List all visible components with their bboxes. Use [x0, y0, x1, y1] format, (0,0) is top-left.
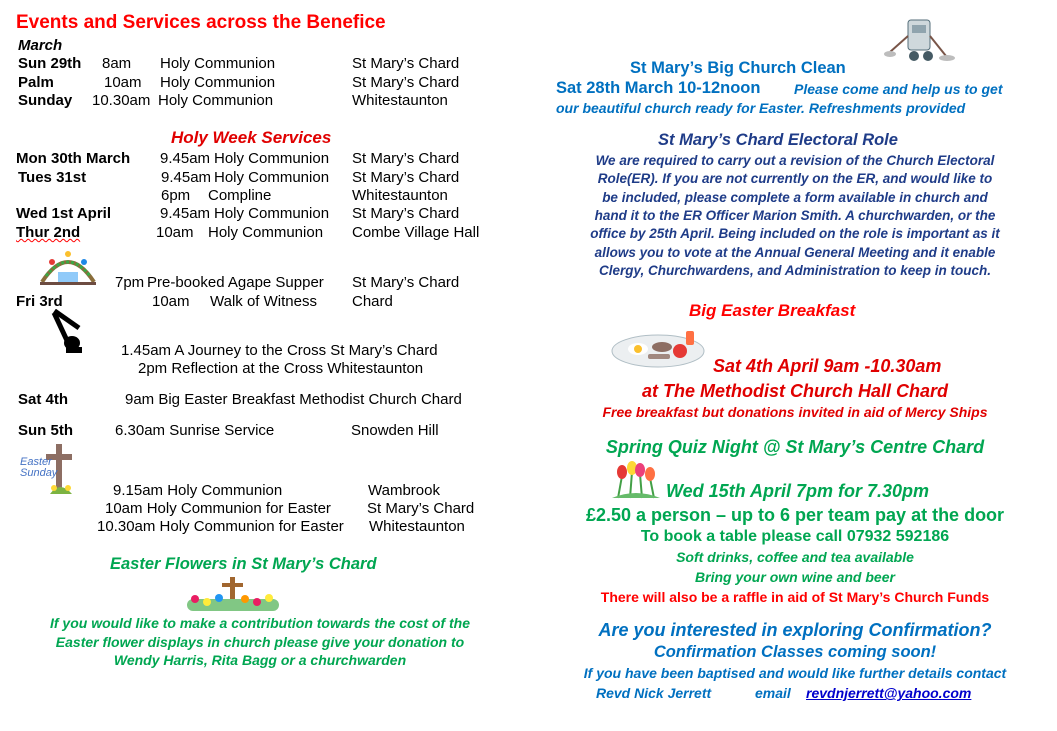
- easter-line-text: 10am Holy Communion for Easter: [105, 500, 331, 517]
- friday-line: [138, 360, 423, 377]
- email-link[interactable]: revdnjerrett@yahoo.com: [806, 685, 972, 701]
- cross-bearer-icon: [46, 309, 94, 355]
- row-service: 6.30am Sunrise Service: [115, 422, 275, 439]
- row-venue: Wambrook: [368, 482, 440, 499]
- role-text-line: hand it to the ER Officer Marion Smith. A churchwarden, or the: [594, 208, 996, 223]
- role-text-line: office by 25th April. Being included on the role is important as it: [590, 226, 1000, 241]
- quiz-price: £2.50 a person – up to 6 per team pay at the door: [585, 505, 1005, 525]
- breakfast-title: Big Easter Breakfast: [689, 301, 856, 320]
- row-venue: St Mary’s Chard: [352, 74, 460, 91]
- role-text-line: allows you to vote at the Annual General Meeting and it enable: [594, 245, 996, 260]
- role-title: St Mary’s Chard Electoral Role: [658, 131, 898, 149]
- row-day: Sun 29th: [18, 55, 82, 72]
- friday-line: [121, 342, 438, 359]
- role-text-line: We are required to carry out a revision of the Church Electoral: [595, 153, 995, 168]
- easter-line-text: 10.30am Holy Communion for Easter: [97, 518, 344, 535]
- easter-sunday-label: Easter Sunday: [20, 456, 58, 479]
- row-time: 6pm: [161, 187, 191, 204]
- row-service: Holy Communion: [160, 55, 276, 72]
- page-title: Events and Services across the Benefice: [16, 12, 386, 33]
- row-time: 8am: [102, 55, 132, 72]
- table-row: [18, 55, 81, 72]
- tulips-icon: [608, 458, 664, 500]
- email-label: email: [755, 685, 791, 701]
- quiz-wine: Bring your own wine and beer: [695, 569, 895, 585]
- row-time: 10am: [104, 74, 142, 91]
- row-time: 9.45am: [160, 150, 211, 167]
- role-text-line: be included, please complete a form available in church and: [602, 190, 988, 205]
- role-text-line: Role(ER). If you are not currently on the ER, and would like to: [597, 171, 993, 186]
- easter-line-text: 9.15am Holy Communion: [113, 482, 283, 499]
- breakfast-note: Free breakfast but donations invited in aid of Mercy Ships: [602, 404, 988, 420]
- row-time: 10am: [152, 293, 190, 310]
- row-time: 9.45am: [161, 169, 212, 186]
- quiz-title: Spring Quiz Night @ St Mary’s Centre Chard: [605, 437, 985, 457]
- row-day: Thur 2nd: [16, 224, 81, 241]
- row-venue: St Mary’s Chard: [352, 169, 460, 186]
- role-text-line: Clergy, Churchwardens, and Administration to keep in touch.: [598, 263, 992, 278]
- friday-line-text: 2pm Reflection at the Cross Whitestaunton: [138, 360, 424, 377]
- row-venue: St Mary’s Chard: [352, 150, 460, 167]
- quiz-book: To book a table please call 07932 592186: [640, 528, 950, 545]
- row-venue: Chard: [352, 293, 393, 310]
- flowers-title: Easter Flowers in St Mary’s Chard: [110, 555, 377, 573]
- quiz-raffle: There will also be a raffle in aid of St Mary’s Church Funds: [600, 589, 990, 605]
- row-venue: Whitestaunton: [352, 187, 448, 204]
- row-venue: Whitestaunton: [352, 92, 448, 109]
- row-time: 10.30am: [92, 92, 151, 109]
- row-service: Holy Communion: [214, 205, 330, 222]
- row-service: Holy Communion: [208, 224, 324, 241]
- flowers-text-line: If you would like to make a contribution towards the cost of the: [49, 615, 471, 631]
- row-venue: St Mary’s Chard: [367, 500, 475, 517]
- row-service: Compline: [208, 187, 272, 204]
- quiz-when: Wed 15th April 7pm for 7.30pm: [666, 481, 930, 501]
- row-service: Holy Communion: [158, 92, 274, 109]
- row-day: Fri 3rd: [16, 293, 63, 310]
- row-venue: St Mary’s Chard: [352, 55, 460, 72]
- holy-week-title: Holy Week Services: [171, 128, 332, 147]
- row-day: Wed 1st April: [16, 205, 112, 222]
- row-time: 9.45am: [160, 205, 211, 222]
- row-day: Sat 4th: [18, 391, 69, 408]
- row-time: 7pm: [115, 274, 145, 291]
- row-day: Mon 30th March: [16, 150, 131, 167]
- confirmation-title: Are you interested in exploring Confirmation?: [598, 620, 992, 640]
- clean-title: St Mary’s Big Church Clean: [630, 59, 846, 77]
- clean-when: Sat 28th March 10-12noon: [556, 79, 761, 97]
- breakfast-where: at The Methodist Church Hall Chard: [641, 381, 949, 401]
- row-day: Sun 5th: [18, 422, 73, 439]
- row-service: Holy Communion: [214, 169, 330, 186]
- row-venue: Snowden Hill: [351, 422, 439, 439]
- flowers-text-line: Wendy Harris, Rita Bagg or a churchwarden: [113, 652, 407, 668]
- row-day: Sunday: [18, 92, 73, 109]
- row-service: Walk of Witness: [210, 293, 317, 310]
- flower-bed-icon: [185, 575, 281, 613]
- breakfast-when: Sat 4th April 9am -10.30am: [713, 356, 942, 376]
- confirmation-text: If you have been baptised and would like further details contact: [583, 665, 1007, 681]
- month-label: March: [18, 37, 63, 54]
- row-venue: St Mary’s Chard: [352, 205, 460, 222]
- contact-name: Revd Nick Jerrett: [596, 685, 712, 701]
- palm-arch-icon: [38, 246, 98, 286]
- row-service: 9am Big Easter Breakfast Methodist Church Chard: [125, 391, 462, 408]
- clean-text: Please come and help us to get: [794, 81, 1003, 97]
- flowers-text-line: Easter flower displays in church please give your donation to: [55, 634, 465, 650]
- clean-text: our beautiful church ready for Easter. Refreshments provided: [556, 100, 966, 116]
- row-venue: St Mary’s Chard: [352, 274, 460, 291]
- row-venue: Combe Village Hall: [352, 224, 480, 241]
- row-time: 10am: [156, 224, 194, 241]
- row-venue: Whitestaunton: [369, 518, 465, 535]
- friday-line-text: 1.45am A Journey to the Cross St Mary’s Chard: [121, 342, 438, 359]
- row-day: Palm: [18, 74, 54, 91]
- cleaning-robot-icon: [884, 16, 956, 64]
- quiz-drinks: Soft drinks, coffee and tea available: [676, 549, 914, 565]
- row-day: Tues 31st: [18, 169, 87, 186]
- row-service: Holy Communion: [214, 150, 330, 167]
- breakfast-plate-icon: [608, 327, 708, 369]
- confirmation-subtitle: Confirmation Classes coming soon!: [653, 643, 937, 661]
- row-service: Holy Communion: [160, 74, 276, 91]
- row-service: Pre-booked Agape Supper: [147, 274, 324, 291]
